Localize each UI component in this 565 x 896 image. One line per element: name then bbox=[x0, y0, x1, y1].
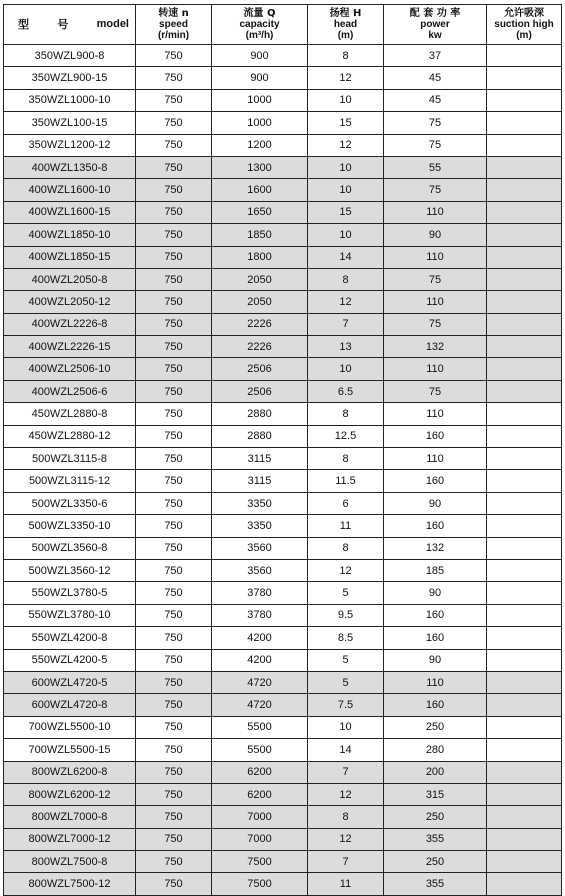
cell-power: 75 bbox=[384, 112, 487, 134]
cell-head: 9.5 bbox=[308, 604, 384, 626]
cell-model: 350WZL1200-12 bbox=[4, 134, 136, 156]
header-capacity-line1: 流量 Q bbox=[243, 8, 276, 19]
cell-capacity: 4200 bbox=[212, 627, 308, 649]
cell-model: 400WZL2506-6 bbox=[4, 380, 136, 402]
cell-power: 75 bbox=[384, 313, 487, 335]
cell-model: 400WZL2226-15 bbox=[4, 336, 136, 358]
cell-suction bbox=[487, 470, 562, 492]
header-power bbox=[384, 5, 487, 45]
cell-head: 7 bbox=[308, 851, 384, 873]
cell-head: 8 bbox=[308, 45, 384, 67]
cell-head: 7.5 bbox=[308, 694, 384, 716]
table-row bbox=[4, 156, 562, 178]
header-head-line2: head bbox=[333, 19, 358, 30]
cell-model: 350WZL100-15 bbox=[4, 112, 136, 134]
table-row bbox=[4, 45, 562, 67]
cell-speed: 750 bbox=[136, 313, 212, 335]
table-row bbox=[4, 582, 562, 604]
cell-suction bbox=[487, 448, 562, 470]
table-row bbox=[4, 739, 562, 761]
cell-capacity: 3560 bbox=[212, 537, 308, 559]
header-capacity-line2: capacity bbox=[239, 19, 280, 30]
table-row bbox=[4, 358, 562, 380]
cell-speed: 750 bbox=[136, 291, 212, 313]
cell-power: 110 bbox=[384, 246, 487, 268]
cell-speed: 750 bbox=[136, 739, 212, 761]
cell-head: 12 bbox=[308, 783, 384, 805]
cell-head: 8 bbox=[308, 448, 384, 470]
cell-power: 110 bbox=[384, 291, 487, 313]
table-row bbox=[4, 448, 562, 470]
cell-model: 350WZL900-15 bbox=[4, 67, 136, 89]
cell-capacity: 5500 bbox=[212, 739, 308, 761]
cell-power: 110 bbox=[384, 448, 487, 470]
cell-power: 90 bbox=[384, 649, 487, 671]
table-row bbox=[4, 291, 562, 313]
header-capacity-line3: (m³/h) bbox=[245, 30, 274, 41]
cell-head: 10 bbox=[308, 716, 384, 738]
table-row bbox=[4, 694, 562, 716]
cell-head: 11.5 bbox=[308, 470, 384, 492]
cell-suction bbox=[487, 313, 562, 335]
header-head-line3: (m) bbox=[337, 30, 354, 41]
cell-capacity: 2050 bbox=[212, 268, 308, 290]
cell-capacity: 2226 bbox=[212, 336, 308, 358]
cell-speed: 750 bbox=[136, 246, 212, 268]
cell-suction bbox=[487, 291, 562, 313]
cell-capacity: 3560 bbox=[212, 559, 308, 581]
cell-head: 8 bbox=[308, 806, 384, 828]
cell-suction bbox=[487, 739, 562, 761]
cell-power: 75 bbox=[384, 179, 487, 201]
cell-head: 10 bbox=[308, 89, 384, 111]
cell-power: 315 bbox=[384, 783, 487, 805]
cell-suction bbox=[487, 156, 562, 178]
cell-power: 75 bbox=[384, 268, 487, 290]
cell-power: 160 bbox=[384, 470, 487, 492]
cell-speed: 750 bbox=[136, 336, 212, 358]
cell-model: 400WZL1350-8 bbox=[4, 156, 136, 178]
cell-power: 110 bbox=[384, 358, 487, 380]
header-speed-line3: (r/min) bbox=[157, 30, 190, 41]
cell-speed: 750 bbox=[136, 112, 212, 134]
cell-capacity: 2050 bbox=[212, 291, 308, 313]
table-row bbox=[4, 224, 562, 246]
cell-head: 7 bbox=[308, 313, 384, 335]
cell-speed: 750 bbox=[136, 851, 212, 873]
cell-speed: 750 bbox=[136, 604, 212, 626]
cell-capacity: 1650 bbox=[212, 201, 308, 223]
cell-capacity: 4200 bbox=[212, 649, 308, 671]
cell-speed: 750 bbox=[136, 358, 212, 380]
table-row bbox=[4, 425, 562, 447]
cell-capacity: 3350 bbox=[212, 492, 308, 514]
cell-power: 160 bbox=[384, 604, 487, 626]
spec-table-wrapper bbox=[3, 4, 561, 896]
cell-head: 15 bbox=[308, 112, 384, 134]
cell-suction bbox=[487, 179, 562, 201]
table-row bbox=[4, 470, 562, 492]
cell-speed: 750 bbox=[136, 582, 212, 604]
cell-head: 5 bbox=[308, 671, 384, 693]
cell-model: 500WZL3560-8 bbox=[4, 537, 136, 559]
cell-head: 11 bbox=[308, 873, 384, 895]
header-model-cn2: 号 bbox=[57, 18, 69, 31]
cell-suction bbox=[487, 851, 562, 873]
table-row bbox=[4, 313, 562, 335]
cell-model: 400WZL1600-15 bbox=[4, 201, 136, 223]
cell-model: 500WZL3115-8 bbox=[4, 448, 136, 470]
cell-power: 132 bbox=[384, 537, 487, 559]
table-row bbox=[4, 604, 562, 626]
cell-head: 7 bbox=[308, 761, 384, 783]
cell-speed: 750 bbox=[136, 694, 212, 716]
header-power-line2: power bbox=[420, 19, 450, 30]
cell-head: 8 bbox=[308, 403, 384, 425]
header-suction-line1: 允许吸深 bbox=[504, 8, 544, 19]
cell-suction bbox=[487, 671, 562, 693]
cell-head: 5 bbox=[308, 582, 384, 604]
pump-spec-table bbox=[3, 4, 562, 896]
cell-suction bbox=[487, 537, 562, 559]
cell-model: 400WZL1850-10 bbox=[4, 224, 136, 246]
cell-suction bbox=[487, 336, 562, 358]
cell-power: 132 bbox=[384, 336, 487, 358]
cell-power: 110 bbox=[384, 403, 487, 425]
cell-capacity: 3350 bbox=[212, 515, 308, 537]
cell-speed: 750 bbox=[136, 873, 212, 895]
cell-power: 90 bbox=[384, 224, 487, 246]
cell-head: 10 bbox=[308, 156, 384, 178]
cell-capacity: 2506 bbox=[212, 358, 308, 380]
cell-power: 75 bbox=[384, 380, 487, 402]
cell-capacity: 3115 bbox=[212, 470, 308, 492]
cell-speed: 750 bbox=[136, 559, 212, 581]
table-row bbox=[4, 112, 562, 134]
table-row bbox=[4, 783, 562, 805]
cell-head: 14 bbox=[308, 739, 384, 761]
table-row bbox=[4, 492, 562, 514]
cell-capacity: 900 bbox=[212, 45, 308, 67]
cell-power: 250 bbox=[384, 851, 487, 873]
cell-suction bbox=[487, 425, 562, 447]
cell-suction bbox=[487, 224, 562, 246]
cell-power: 355 bbox=[384, 873, 487, 895]
header-model-en: model bbox=[96, 18, 129, 30]
cell-suction bbox=[487, 201, 562, 223]
cell-capacity: 4720 bbox=[212, 694, 308, 716]
cell-speed: 750 bbox=[136, 448, 212, 470]
cell-suction bbox=[487, 694, 562, 716]
cell-model: 800WZL7500-8 bbox=[4, 851, 136, 873]
cell-suction bbox=[487, 582, 562, 604]
cell-power: 160 bbox=[384, 694, 487, 716]
cell-capacity: 3115 bbox=[212, 448, 308, 470]
cell-model: 350WZL900-8 bbox=[4, 45, 136, 67]
cell-model: 550WZL4200-8 bbox=[4, 627, 136, 649]
cell-head: 12.5 bbox=[308, 425, 384, 447]
cell-speed: 750 bbox=[136, 761, 212, 783]
cell-model: 800WZL6200-12 bbox=[4, 783, 136, 805]
table-row bbox=[4, 761, 562, 783]
cell-power: 280 bbox=[384, 739, 487, 761]
header-model-cn1: 型 bbox=[18, 18, 29, 31]
cell-capacity: 1800 bbox=[212, 246, 308, 268]
header-power-line1: 配 套 功 率 bbox=[409, 8, 461, 19]
header-capacity bbox=[212, 5, 308, 45]
cell-power: 200 bbox=[384, 761, 487, 783]
cell-capacity: 900 bbox=[212, 67, 308, 89]
cell-capacity: 7500 bbox=[212, 873, 308, 895]
cell-suction bbox=[487, 134, 562, 156]
cell-head: 12 bbox=[308, 828, 384, 850]
table-row bbox=[4, 649, 562, 671]
cell-head: 8.5 bbox=[308, 627, 384, 649]
cell-speed: 750 bbox=[136, 716, 212, 738]
cell-head: 6.5 bbox=[308, 380, 384, 402]
cell-model: 500WZL3115-12 bbox=[4, 470, 136, 492]
cell-speed: 750 bbox=[136, 828, 212, 850]
table-row bbox=[4, 380, 562, 402]
table-row bbox=[4, 627, 562, 649]
table-row bbox=[4, 806, 562, 828]
cell-speed: 750 bbox=[136, 470, 212, 492]
cell-speed: 750 bbox=[136, 492, 212, 514]
table-row bbox=[4, 671, 562, 693]
cell-power: 355 bbox=[384, 828, 487, 850]
cell-capacity: 1200 bbox=[212, 134, 308, 156]
cell-suction bbox=[487, 873, 562, 895]
cell-capacity: 6200 bbox=[212, 783, 308, 805]
cell-power: 90 bbox=[384, 492, 487, 514]
cell-capacity: 7500 bbox=[212, 851, 308, 873]
cell-suction bbox=[487, 604, 562, 626]
cell-power: 160 bbox=[384, 515, 487, 537]
cell-head: 6 bbox=[308, 492, 384, 514]
table-row bbox=[4, 134, 562, 156]
cell-head: 10 bbox=[308, 179, 384, 201]
cell-model: 800WZL7000-8 bbox=[4, 806, 136, 828]
cell-suction bbox=[487, 358, 562, 380]
cell-suction bbox=[487, 716, 562, 738]
cell-head: 12 bbox=[308, 559, 384, 581]
cell-suction bbox=[487, 783, 562, 805]
cell-suction bbox=[487, 45, 562, 67]
cell-power: 110 bbox=[384, 671, 487, 693]
cell-capacity: 1600 bbox=[212, 179, 308, 201]
cell-suction bbox=[487, 67, 562, 89]
header-head bbox=[308, 5, 384, 45]
cell-head: 10 bbox=[308, 224, 384, 246]
cell-capacity: 5500 bbox=[212, 716, 308, 738]
cell-capacity: 7000 bbox=[212, 828, 308, 850]
cell-model: 800WZL7000-12 bbox=[4, 828, 136, 850]
cell-capacity: 1000 bbox=[212, 89, 308, 111]
table-row bbox=[4, 873, 562, 895]
cell-suction bbox=[487, 246, 562, 268]
cell-head: 15 bbox=[308, 201, 384, 223]
cell-suction bbox=[487, 627, 562, 649]
cell-head: 8 bbox=[308, 537, 384, 559]
cell-power: 45 bbox=[384, 89, 487, 111]
cell-model: 800WZL7500-12 bbox=[4, 873, 136, 895]
cell-model: 450WZL2880-8 bbox=[4, 403, 136, 425]
cell-model: 350WZL1000-10 bbox=[4, 89, 136, 111]
cell-power: 250 bbox=[384, 806, 487, 828]
header-row bbox=[4, 5, 562, 45]
table-row bbox=[4, 67, 562, 89]
cell-model: 500WZL3350-6 bbox=[4, 492, 136, 514]
table-body bbox=[4, 45, 562, 896]
cell-speed: 750 bbox=[136, 179, 212, 201]
cell-model: 400WZL1600-10 bbox=[4, 179, 136, 201]
cell-speed: 750 bbox=[136, 201, 212, 223]
cell-model: 700WZL5500-10 bbox=[4, 716, 136, 738]
cell-suction bbox=[487, 492, 562, 514]
cell-power: 160 bbox=[384, 425, 487, 447]
table-row bbox=[4, 179, 562, 201]
cell-power: 250 bbox=[384, 716, 487, 738]
cell-suction bbox=[487, 112, 562, 134]
cell-capacity: 3780 bbox=[212, 604, 308, 626]
table-row bbox=[4, 515, 562, 537]
cell-suction bbox=[487, 515, 562, 537]
cell-head: 12 bbox=[308, 291, 384, 313]
cell-power: 37 bbox=[384, 45, 487, 67]
cell-model: 400WZL2050-8 bbox=[4, 268, 136, 290]
cell-suction bbox=[487, 89, 562, 111]
cell-capacity: 1850 bbox=[212, 224, 308, 246]
cell-speed: 750 bbox=[136, 515, 212, 537]
cell-model: 550WZL3780-5 bbox=[4, 582, 136, 604]
cell-capacity: 2506 bbox=[212, 380, 308, 402]
cell-power: 55 bbox=[384, 156, 487, 178]
cell-speed: 750 bbox=[136, 380, 212, 402]
cell-head: 12 bbox=[308, 67, 384, 89]
cell-head: 13 bbox=[308, 336, 384, 358]
cell-suction bbox=[487, 268, 562, 290]
cell-power: 185 bbox=[384, 559, 487, 581]
cell-speed: 750 bbox=[136, 134, 212, 156]
cell-speed: 750 bbox=[136, 783, 212, 805]
table-row bbox=[4, 268, 562, 290]
cell-model: 500WZL3560-12 bbox=[4, 559, 136, 581]
cell-speed: 750 bbox=[136, 156, 212, 178]
cell-head: 10 bbox=[308, 358, 384, 380]
cell-speed: 750 bbox=[136, 45, 212, 67]
cell-suction bbox=[487, 806, 562, 828]
cell-model: 400WZL2050-12 bbox=[4, 291, 136, 313]
cell-model: 400WZL1850-15 bbox=[4, 246, 136, 268]
header-speed-line1: 转速 n bbox=[158, 8, 189, 19]
cell-speed: 750 bbox=[136, 537, 212, 559]
cell-speed: 750 bbox=[136, 268, 212, 290]
table-row bbox=[4, 559, 562, 581]
cell-head: 8 bbox=[308, 268, 384, 290]
cell-capacity: 4720 bbox=[212, 671, 308, 693]
cell-speed: 750 bbox=[136, 425, 212, 447]
header-head-line1: 扬程 H bbox=[329, 8, 362, 19]
cell-power: 110 bbox=[384, 201, 487, 223]
cell-model: 400WZL2506-10 bbox=[4, 358, 136, 380]
header-speed bbox=[136, 5, 212, 45]
cell-speed: 750 bbox=[136, 89, 212, 111]
cell-head: 12 bbox=[308, 134, 384, 156]
cell-speed: 750 bbox=[136, 671, 212, 693]
header-speed-line2: speed bbox=[159, 19, 188, 30]
cell-model: 450WZL2880-12 bbox=[4, 425, 136, 447]
table-header bbox=[4, 5, 562, 45]
cell-capacity: 1300 bbox=[212, 156, 308, 178]
table-row bbox=[4, 201, 562, 223]
table-row bbox=[4, 403, 562, 425]
cell-capacity: 2880 bbox=[212, 425, 308, 447]
cell-model: 600WZL4720-8 bbox=[4, 694, 136, 716]
header-suction bbox=[487, 5, 562, 45]
cell-model: 550WZL4200-5 bbox=[4, 649, 136, 671]
cell-model: 500WZL3350-10 bbox=[4, 515, 136, 537]
cell-head: 11 bbox=[308, 515, 384, 537]
cell-power: 75 bbox=[384, 134, 487, 156]
cell-power: 160 bbox=[384, 627, 487, 649]
cell-suction bbox=[487, 828, 562, 850]
cell-suction bbox=[487, 380, 562, 402]
cell-suction bbox=[487, 649, 562, 671]
header-model bbox=[4, 5, 136, 45]
cell-capacity: 2226 bbox=[212, 313, 308, 335]
cell-model: 600WZL4720-5 bbox=[4, 671, 136, 693]
cell-head: 5 bbox=[308, 649, 384, 671]
cell-capacity: 1000 bbox=[212, 112, 308, 134]
table-row bbox=[4, 716, 562, 738]
cell-capacity: 2880 bbox=[212, 403, 308, 425]
cell-speed: 750 bbox=[136, 627, 212, 649]
cell-suction bbox=[487, 761, 562, 783]
cell-model: 550WZL3780-10 bbox=[4, 604, 136, 626]
cell-model: 400WZL2226-8 bbox=[4, 313, 136, 335]
cell-suction bbox=[487, 403, 562, 425]
cell-suction bbox=[487, 559, 562, 581]
cell-head: 14 bbox=[308, 246, 384, 268]
table-row bbox=[4, 851, 562, 873]
cell-model: 700WZL5500-15 bbox=[4, 739, 136, 761]
table-row bbox=[4, 89, 562, 111]
cell-speed: 750 bbox=[136, 67, 212, 89]
table-row bbox=[4, 336, 562, 358]
cell-capacity: 6200 bbox=[212, 761, 308, 783]
cell-power: 90 bbox=[384, 582, 487, 604]
cell-power: 45 bbox=[384, 67, 487, 89]
header-suction-line2: suction high bbox=[494, 19, 554, 30]
table-row bbox=[4, 246, 562, 268]
cell-speed: 750 bbox=[136, 403, 212, 425]
cell-model: 800WZL6200-8 bbox=[4, 761, 136, 783]
cell-speed: 750 bbox=[136, 806, 212, 828]
cell-speed: 750 bbox=[136, 224, 212, 246]
header-power-line3: kw bbox=[428, 30, 442, 41]
cell-capacity: 3780 bbox=[212, 582, 308, 604]
cell-speed: 750 bbox=[136, 649, 212, 671]
header-suction-line3: (m) bbox=[516, 30, 532, 41]
table-row bbox=[4, 537, 562, 559]
table-row bbox=[4, 828, 562, 850]
cell-capacity: 7000 bbox=[212, 806, 308, 828]
